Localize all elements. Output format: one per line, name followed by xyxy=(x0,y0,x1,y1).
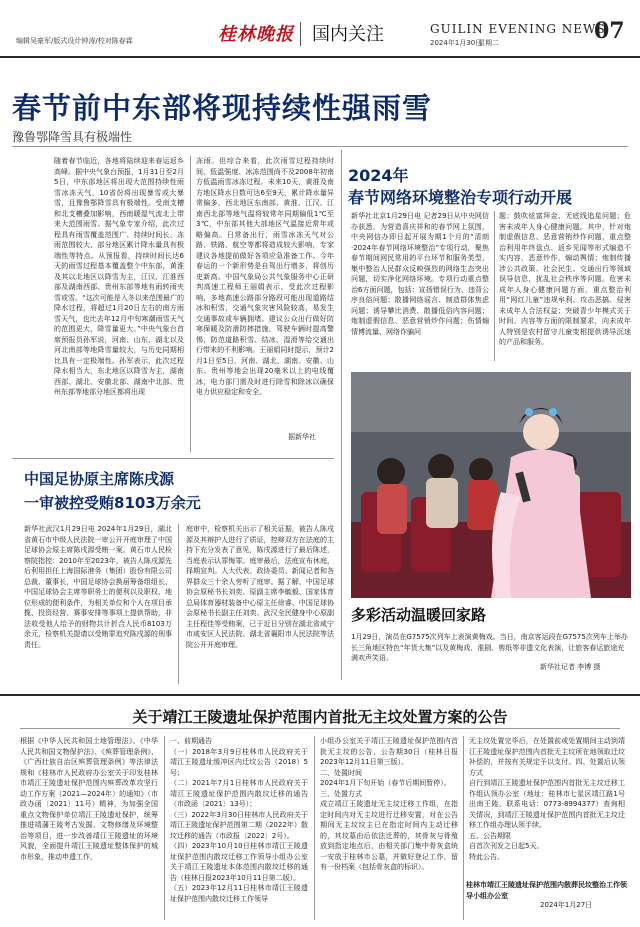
main-story-col1: 随着春节临近，各地将陆续迎来春运返乡高峰。据中央气象台预报，1月31日至2月5日，中东部地区将出现大范围持续性雨雪冰冻天气，10省份将出现暴雪或大暴雪，且豫鲁鄂降雪具有极端性。受南支槽和北支槽叠加影响，西南暖湿气流北上带来大范围雨雪。据气象专家介绍，此次过程具有雨雪覆盖范围广、持续时间长、冻雨范围较大、部分地区累计降水量具有极端性等特点。从预报看，持续时间长达6天的雨雪过程基本覆盖整个中东部，黄淮及其以北地区以降雪为主，江汉、江淮西部及湖南西部、贵州东部等地有雨转雨夹雪或雪。“这次可能是入冬以来范围最广的降水过程，将超过1月20日左右的南方雨雪天气，也比去年12月中旬寒潮雨雪天气的范围更大，降雪量更大。”中央气象台首席预报员孙军说，河南、山东、湖北以及河北南部等地降雪量较大，与历史同期相比具有一定极端性。孙军表示，此次过程降水相当大，东北地区以降雪为主，湖南西部、湖北、安徽北部、湖南中北部、贵州东部等地部分地区都将出现 xyxy=(54,157,184,396)
section-divider xyxy=(12,458,334,459)
newspaper-english-name: GUILIN EVENING NEWS xyxy=(430,22,606,36)
column-divider xyxy=(463,736,464,920)
section-title: 国内关注 xyxy=(312,24,384,45)
issue-date: 2024年1月30日 xyxy=(430,39,483,47)
football-story-headline-line1: 中国足协原主席陈戌源 xyxy=(24,470,175,488)
column-divider xyxy=(494,211,495,361)
column-divider xyxy=(190,156,191,452)
column-divider xyxy=(164,736,165,920)
notice-col4: 无主坟处置完毕后，在处置前或处置期间主动到靖江王陵遗址保护范围内首批无主坟所在地领取迁坟补偿的，并按有关规定予以支付。四、处置后认领方式 自行到靖江王陵遗址保护范围内首批无主坟迁移工作组认领办公室（地址：桂林市七星区靖江路1号出南王陵，联系电话：0773-8994377）查询相关情况，到靖江王陵遗址保护范围内首批无主坟迁移工作组办理认领手续。 五、公告期限 自首次刊发之日起5天。 特此公告。 xyxy=(469,737,625,861)
notice-signatory: 桂林市靖江王陵遗址保护范围内散葬民坟整治工作领导小组办公室 xyxy=(466,881,627,900)
football-story-headline-line2: 一审被控受贿8103万余元 xyxy=(24,494,201,512)
photo-train-performance-illustration xyxy=(351,372,631,598)
main-story-divider xyxy=(12,146,628,147)
editor-credits: 编辑吴豪军/版式设计钟涛/校对陈春霖 xyxy=(16,37,133,45)
net-story-col1: 新华社北京1月29日电 记者29日从中央网信办获悉，为营造喜庆祥和的春节网上氛围，中央网信办即日起开展为期1个月的“清朗·2024年春节网络环境整治”专项行动，聚焦春节期间网民常用的平台环节和服务类型，集中整治人民群众反映强烈的网络生态突出问题，切实净化网络环境。专项行动重点整治6方面问题，包括：宣扬错误行为、违背公序良俗问题；散播网络谣言、制造群体焦虑问题；诱导攀比消费、散播低俗内容问题；炮制虚假信息、恶意营销炒作问题；伤情煽情博流量、网络诈骗问 xyxy=(351,212,489,336)
main-subheadline: 豫鲁鄂降雪具有极端性 xyxy=(12,130,133,144)
notice-title: 关于靖江王陵遗址保护范围内首批无主坟处置方案的公告 xyxy=(132,708,508,726)
notice-col2: 一、前期通告 （一）2018年3月9日桂林市人民政府关于靖江王陵遗址缓冲区内迁坟公告（2018）5号； （二）2021年7月1日桂林市人民政府关于靖江王陵遗址保护范围内散坟迁移的通告（市政函〔2021〕13号）； （三）2022年3月30日桂林市人民政府关于靖江王陵遗址保护范围第二期（2022年）散坟迁移的通告（市政报〔2022〕2号）。 （四）2023年10月10日桂林市靖江王陵遗址保护范围内散坟迁移工作领导小组办公室关于靖江王陵遗址本体范围内散坟迁移的通告（桂林日报2023年10月11日第二版）。 （五）2023年12月11日桂林市靖江王陵遗址保护范围内散坟迁移工作领导 xyxy=(170,737,308,903)
net-story-headline-line1: 2024年 xyxy=(348,166,409,185)
issue-weekday: 星期二 xyxy=(478,39,499,47)
net-story-headline-line2: 春节网络环境整治专项行动开展 xyxy=(348,188,573,207)
photo-caption: 1月29日，演员在G7575次列车上表演黄梅戏。当日，南京客运段在G7575次列车上举办长三角地区特色“年货大集”以及黄梅戏、淮剧、剪纸等非遗文化表演，让旅客春运旅途充满欢声笑语。 xyxy=(351,633,628,662)
page-header xyxy=(0,0,640,58)
football-story-col1: 新华社武汉1月29日电 2024年1月29日，湖北省黄石市中级人民法院一审公开开庭审理了中国足球协会原主席陈戌源受贿一案。黄石市人民检察院指控：2010年至2023年，被告人陈戌源先后利用担任上海国际港务（集团）股份有限公司总裁、董事长，中国足球协会换届筹备组组长、中国足球协会主席等职务上的便利以及职权、地位形成的便利条件，为相关单位和个人在项目承揽、投资经营、赛事安排等事项上提供帮助，非法收受他人给予的财物共计折合人民币8103万余元，检察机关提请以受贿罪追究陈戌源的刑事责任。 xyxy=(24,525,172,649)
newspaper-logo: 桂林晚报 xyxy=(218,24,294,45)
main-headline: 春节前中东部将现持续性强雨雪 xyxy=(12,91,433,125)
news-photo xyxy=(351,372,631,598)
notice-col3: 小组办公室关于靖江王陵遗址保护范围内首批无主坟的公告，公告期30日（桂林日报2023年12月11日第三版）。 二、处置时间 2024年1月下旬开始（春节后期间暂停）。 三、处置方式 成立靖江王陵遗址无主坟迁移工作组，在指定时间内对无主坟进行迁移安置，对在公告期间无主坟坟主已在指定时间内主动迁移的，其坟墓由后依法迁葬的，其骨灰与骨殖放到指定地点后，由相关部门集中骨灰盒统一安放于桂林市公墓，并做好登记工作，留有一份档案（包括骨灰盒的标识）。 xyxy=(320,737,458,871)
football-story-col2: 庭审中，检察机关出示了相关证据，被告人陈戌源及其辩护人进行了质证，控辩双方在法庭的主持下充分发表了意见，陈戌源进行了最后陈述，当庭表示认罪悔罪。庭审最后，法庭宣布休庭，择期宣判。人大代表、政协委员、新闻记者和各界群众三十余人旁听了庭审。据了解，中国足球协会原秘书长刘奕、原副主席李毓毅、国家体育总局体育器材装备中心原主任徐睿、中国足球协会原秘书长副主任刘奕、武汉全民健身中心原副主任程佳等受贿案，已于近日分别在湖北省咸宁市咸安区人民法院、湖北省襄阳市人民法院等法院公开开庭审理。 xyxy=(186,525,334,649)
right-column-divider xyxy=(341,150,342,680)
notice-title-rule xyxy=(20,728,620,729)
photo-title: 多彩活动温暖回家路 xyxy=(351,606,487,624)
column-divider xyxy=(178,524,179,684)
main-story-source: 据新华社 xyxy=(288,433,316,441)
notice-col1: 根据《中华人民共和国土地管理法》、《中华人民共和国文物保护法》、《殡葬管理条例》、《广西壮族自治区殡葬管理条例》等法律法规和《桂林市人民政府办公室关于印发桂林市靖江王陵遗址保护范围内殡葬改革攻坚行动工作方案（2021—2024年）的通知》（市政办函〔2021〕11号）精神，为加强全国重点文物保护单位靖江王陵遗址保护，统筹推进靖藩王陵考古发掘、文物修缮及环境整治等项目，进一步改善靖江王陵遗址的环境风貌，全面提升靖江王陵遗址整体保护的城市形象，推动申遗工作， xyxy=(20,737,158,861)
page-number: 07 xyxy=(594,18,625,44)
notice-date: 2024年1月27日 xyxy=(540,901,593,909)
photo-credit: 新华社记者 李博 摄 xyxy=(540,663,601,671)
notice-top-rule xyxy=(0,694,640,696)
main-story-col2: 冻雨。但综合来看，此次雨雪过程持续时间、低温强度、冰冻范围尚不及2008年初南方低温雨雪冰冻过程。未来10天，黄淮及南方地区降水日数可达6至9天，累计降水量异常偏多，西北地区东南部、黄淮、江汉、江南西北部等地气温将较常年同期偏低1℃至3℃，中东部其他大部地区气温接近常年或略偏高。日常备出行，雨雪冰冻天气对公路、铁路、航空等都将造成较大影响，专家建议各地提前做好各项应急准备工作。今年春运的一个新形势是自驾出行增多，将创历史新高。中国气象局公共气象服务中心正研判高速工程师王丽娟表示，受此次过程影响，多地高速公路部分路段可能出现道路结冰和积雪，交通气象灾害风险较高，易发生交通事故或车辆拥堵。建议公众出行做好防寒保暖及防滑防摔措施，驾驶车辆时提高警惕，防范道路积雪、结冰、湿滑等给交通出行带来的不利影响。王丽娟同时提示，预计2月1日至5日，河南、湖北、湖南、安徽、山东、贵州等地会出现20毫米以上的电线覆冰，电力部门需及时进行除雪和除冰以确保电力供应稳定和安全。 xyxy=(196,157,334,396)
column-divider xyxy=(314,736,315,920)
net-story-col2: 题；鼓吹炫富拜金、无底线追星问题；危害未成年人身心健康问题。其中，针对炮制虚假信息、恶意营销炒作问题，重点整治利用年终盘点、返乡见闻等形式编造不实内容，恶意炒作，煽动舆情；炮制传播涉公共政策、社会民生、交通出行等领域误导信息，扰乱社会秩序等问题。危害未成年人身心健康问题方面，重点整治利用“网红儿童”违规牟利、攻击恶搞、侵害未成年人合法权益；突破青少年模式关于时间、内容等方面的限制要求，向未成年人特别是农村留守儿童变相提供诱导沉迷的产品和服务。 xyxy=(499,212,631,346)
header-divider xyxy=(300,22,301,46)
